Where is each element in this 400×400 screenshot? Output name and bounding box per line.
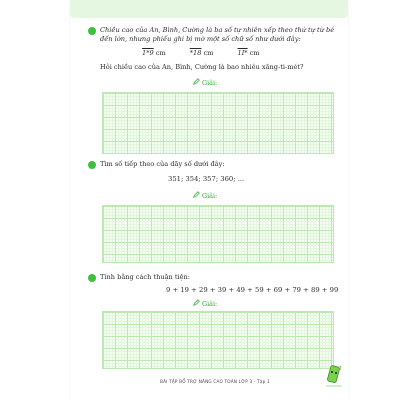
question-bullet-icon [88, 27, 96, 35]
question-2-text: Tìm số tiếp theo của dãy số dưới đây: [100, 160, 225, 168]
answer-grid-1[interactable] [102, 92, 334, 154]
question-bullet-icon [88, 274, 96, 282]
worksheet-page [70, 0, 348, 400]
sum-expression: 9 + 19 + 29 + 39 + 49 + 59 + 69 + 79 + 89 + 99 [166, 286, 339, 294]
height-unit: cm [155, 49, 166, 57]
question-2 [88, 160, 338, 169]
top-band [70, 0, 348, 18]
height-cuong: 1I* [237, 49, 248, 57]
question-3 [88, 273, 338, 282]
solution-label-3: Giải: [193, 299, 217, 308]
number-sequence: 351; 354; 357; 360; ... [168, 175, 245, 183]
height-values [142, 49, 282, 57]
footer-title: BÀI TẬP BỔ TRỢ NÂNG CAO TOÁN LỚP 3 - Tập 1 [160, 379, 270, 384]
height-unit: cm [249, 49, 260, 57]
question-3-text: Tính bằng cách thuận tiện: [100, 273, 191, 281]
question-1-subquestion: Hỏi chiều cao của An, Bình, Cường là bao nhiêu xăng-ti-mét? [100, 63, 304, 71]
height-binh: *18 [189, 49, 202, 57]
height-unit: cm [203, 49, 214, 57]
question-bullet-icon [88, 161, 96, 169]
pencil-icon [193, 191, 200, 200]
pencil-icon [193, 299, 200, 308]
pencil-icon [193, 78, 200, 87]
answer-grid-2[interactable] [102, 205, 334, 263]
svg-text:?: ? [339, 366, 342, 372]
solution-label-1: Giải: [193, 78, 217, 87]
solution-label-2: Giải: [193, 191, 217, 200]
question-1-text: Chiều cao của An, Bình, Cường là ba số tự nhiên xếp theo thứ tự từ bé đến lớn, nhưng phiếu ghi bị mờ một số chữ số như dưới đây: [100, 26, 335, 43]
question-1 [88, 26, 338, 44]
answer-grid-3[interactable] [102, 311, 334, 369]
height-an: 1*9 [142, 49, 154, 57]
pencil-mascot-icon [323, 362, 345, 392]
